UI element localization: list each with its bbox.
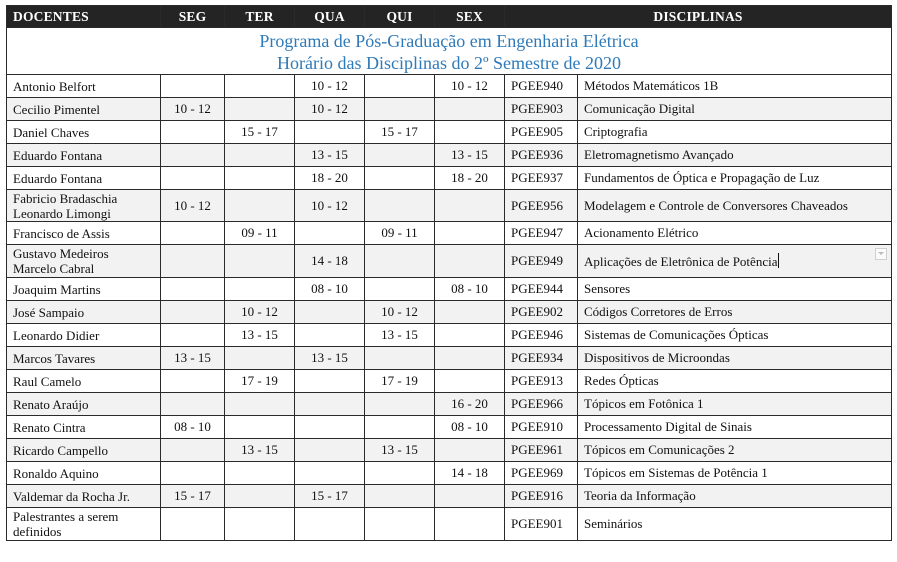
cell-seg[interactable] (161, 370, 225, 393)
cell-docentes[interactable] (7, 485, 161, 508)
disciplina-text: Modelagem e Controle de Conversores Chaveados (584, 197, 848, 213)
cell-disciplina[interactable] (578, 439, 892, 462)
cell-docentes[interactable] (7, 222, 161, 245)
cell-seg[interactable] (161, 508, 225, 541)
cell-disciplina[interactable] (578, 485, 892, 508)
table-row (7, 439, 892, 462)
docente-name: Fabricio Bradaschia (13, 190, 118, 206)
cell-qua[interactable]: 14 - 18 (295, 245, 365, 278)
cell-docentes[interactable] (7, 301, 161, 324)
docente-name: Ricardo Campello (13, 442, 108, 458)
table-row (7, 508, 892, 541)
docente-name: Cecilio Pimentel (13, 101, 101, 117)
cell-ter[interactable]: 10 - 12 (225, 301, 295, 324)
disciplina-text: Sistemas de Comunicações Ópticas (584, 327, 769, 342)
docente-name: Marcos Tavares (13, 350, 96, 366)
cell-docentes[interactable] (7, 416, 161, 439)
cell-docentes[interactable] (7, 121, 161, 144)
header-row (7, 6, 892, 28)
cell-qui[interactable] (365, 416, 435, 439)
cell-qui[interactable] (365, 245, 435, 278)
cell-qui[interactable] (365, 278, 435, 301)
docente-name: Valdemar da Rocha Jr. (13, 488, 130, 504)
docente-name: Eduardo Fontana (13, 170, 103, 186)
cell-sex[interactable] (435, 222, 505, 245)
cell-ter[interactable] (225, 393, 295, 416)
cell-docentes[interactable] (7, 245, 161, 278)
cell-docentes[interactable] (7, 462, 161, 485)
table-title (7, 28, 892, 75)
cell-seg[interactable] (161, 439, 225, 462)
cell-ter[interactable] (225, 278, 295, 301)
cell-ter[interactable] (225, 75, 295, 98)
disciplina-text: Seminários (584, 516, 643, 531)
cell-seg[interactable]: 13 - 15 (161, 347, 225, 370)
docente-name: Renato Araújo (13, 396, 89, 412)
cell-ter[interactable] (225, 508, 295, 541)
cell-seg[interactable]: 10 - 12 (161, 190, 225, 222)
cell-docentes[interactable] (7, 75, 161, 98)
cell-qui[interactable] (365, 98, 435, 121)
cell-disciplina[interactable] (578, 347, 892, 370)
cell-qua[interactable] (295, 508, 365, 541)
cell-qua[interactable] (295, 121, 365, 144)
cell-qua[interactable] (295, 462, 365, 485)
cell-qua[interactable]: 10 - 12 (295, 75, 365, 98)
cell-disciplina[interactable] (578, 393, 892, 416)
cell-qua[interactable] (295, 222, 365, 245)
cell-dropdown-icon[interactable] (875, 248, 887, 260)
cell-docentes[interactable] (7, 144, 161, 167)
cell-qui[interactable] (365, 144, 435, 167)
cell-qua[interactable]: 08 - 10 (295, 278, 365, 301)
cell-qui[interactable] (365, 508, 435, 541)
cell-qui[interactable]: 15 - 17 (365, 121, 435, 144)
cell-docentes[interactable] (7, 278, 161, 301)
cell-seg[interactable] (161, 121, 225, 144)
cell-qui[interactable] (365, 393, 435, 416)
cell-qua[interactable]: 13 - 15 (295, 144, 365, 167)
docente-name: Renato Cintra (13, 419, 86, 435)
header-ter[interactable]: TER (225, 6, 295, 28)
cell-course-code[interactable]: PGEE946 (505, 324, 578, 347)
cell-disciplina[interactable] (578, 75, 892, 98)
disciplina-text: Processamento Digital de Sinais (584, 419, 752, 434)
cell-sex[interactable]: 08 - 10 (435, 416, 505, 439)
cell-docentes[interactable] (7, 393, 161, 416)
docente-name: definidos (13, 524, 62, 539)
table-row (7, 98, 892, 121)
cell-qua[interactable] (295, 439, 365, 462)
table-row (7, 462, 892, 485)
cell-sex[interactable]: 08 - 10 (435, 278, 505, 301)
cell-seg[interactable] (161, 301, 225, 324)
title-line-1: Programa de Pós-Graduação em Engenharia Elétrica (259, 31, 639, 51)
cell-disciplina[interactable] (578, 301, 892, 324)
disciplina-text: Dispositivos de Microondas (584, 350, 730, 365)
disciplina-text: Métodos Matemáticos 1B (584, 78, 719, 93)
cell-course-code[interactable]: PGEE934 (505, 347, 578, 370)
cell-ter[interactable] (225, 144, 295, 167)
table-row (7, 245, 892, 278)
cell-seg[interactable] (161, 167, 225, 190)
cell-course-code[interactable]: PGEE949 (505, 245, 578, 278)
cell-sex[interactable] (435, 508, 505, 541)
cell-qua[interactable] (295, 416, 365, 439)
cell-qui[interactable]: 10 - 12 (365, 301, 435, 324)
disciplina-text: Tópicos em Sistemas de Potência 1 (584, 465, 768, 480)
cell-course-code[interactable]: PGEE940 (505, 75, 578, 98)
cell-docentes[interactable] (7, 190, 161, 222)
cell-course-code[interactable]: PGEE966 (505, 393, 578, 416)
docente-name: Francisco de Assis (13, 225, 110, 241)
cell-ter[interactable] (225, 167, 295, 190)
cell-docentes[interactable] (7, 508, 161, 541)
docente-name: José Sampaio (13, 304, 85, 320)
cell-disciplina[interactable] (578, 278, 892, 301)
cell-qui[interactable] (365, 190, 435, 222)
table-row (7, 485, 892, 508)
cell-course-code[interactable]: PGEE905 (505, 121, 578, 144)
table-row (7, 75, 892, 98)
cell-disciplina[interactable] (578, 416, 892, 439)
header-qui[interactable]: QUI (365, 6, 435, 28)
cell-disciplina[interactable] (578, 144, 892, 167)
cell-ter[interactable]: 15 - 17 (225, 121, 295, 144)
cell-course-code[interactable]: PGEE902 (505, 301, 578, 324)
cell-sex[interactable] (435, 370, 505, 393)
cell-qua[interactable]: 10 - 12 (295, 98, 365, 121)
table-row (7, 222, 892, 245)
cell-qui[interactable]: 09 - 11 (365, 222, 435, 245)
cell-qui[interactable] (365, 485, 435, 508)
cell-docentes[interactable] (7, 324, 161, 347)
cell-qua[interactable] (295, 393, 365, 416)
cell-course-code[interactable]: PGEE916 (505, 485, 578, 508)
cell-course-code[interactable]: PGEE969 (505, 462, 578, 485)
cell-qua[interactable] (295, 324, 365, 347)
cell-course-code[interactable]: PGEE937 (505, 167, 578, 190)
cell-qui[interactable] (365, 462, 435, 485)
docente-name: Antonio Belfort (13, 78, 96, 94)
cell-disciplina[interactable] (578, 190, 892, 222)
cell-ter[interactable] (225, 462, 295, 485)
header-sex[interactable]: SEX (435, 6, 505, 28)
table-row (7, 416, 892, 439)
disciplina-text: Criptografia (584, 124, 648, 139)
docente-name: Palestrantes a serem (13, 509, 119, 524)
docente-name: Raul Camelo (13, 373, 82, 389)
cell-sex[interactable]: 16 - 20 (435, 393, 505, 416)
cell-disciplina[interactable] (578, 98, 892, 121)
table-row (7, 324, 892, 347)
cell-seg[interactable] (161, 144, 225, 167)
cell-qui[interactable] (365, 75, 435, 98)
cell-course-code[interactable]: PGEE936 (505, 144, 578, 167)
header-seg[interactable]: SEG (161, 6, 225, 28)
schedule-sheet (6, 5, 891, 541)
cell-qua[interactable] (295, 370, 365, 393)
cell-docentes[interactable] (7, 98, 161, 121)
cell-ter[interactable] (225, 190, 295, 222)
cell-sex[interactable]: 13 - 15 (435, 144, 505, 167)
cell-course-code[interactable]: PGEE956 (505, 190, 578, 222)
cell-seg[interactable] (161, 75, 225, 98)
cell-qua[interactable]: 15 - 17 (295, 485, 365, 508)
table-row (7, 190, 892, 222)
cell-seg[interactable] (161, 278, 225, 301)
disciplina-text: Fundamentos de Óptica e Propagação de Luz (584, 170, 820, 185)
cell-sex[interactable] (435, 121, 505, 144)
cell-disciplina[interactable] (578, 222, 892, 245)
disciplina-text: Tópicos em Comunicações 2 (584, 442, 735, 457)
docente-name: Ronaldo Aquino (13, 465, 99, 481)
cell-disciplina[interactable] (578, 324, 892, 347)
docente-name: Daniel Chaves (13, 124, 90, 140)
cell-sex[interactable] (435, 485, 505, 508)
table-row (7, 370, 892, 393)
docente-name: Marcelo Cabral (13, 261, 95, 276)
cell-qui[interactable]: 13 - 15 (365, 324, 435, 347)
table-row (7, 301, 892, 324)
docente-name: Leonardo Didier (13, 327, 100, 343)
cell-sex[interactable] (435, 190, 505, 222)
cell-ter[interactable] (225, 416, 295, 439)
cell-ter[interactable] (225, 98, 295, 121)
cell-seg[interactable]: 10 - 12 (161, 98, 225, 121)
cell-ter[interactable] (225, 245, 295, 278)
cell-qui[interactable] (365, 347, 435, 370)
header-disciplinas[interactable]: DISCIPLINAS (505, 6, 892, 28)
cell-seg[interactable] (161, 462, 225, 485)
cell-seg[interactable] (161, 393, 225, 416)
docente-name: Eduardo Fontana (13, 147, 103, 163)
cell-ter[interactable]: 13 - 15 (225, 439, 295, 462)
table-row (7, 278, 892, 301)
disciplina-text: Aplicações de Eletrônica de Potência (584, 253, 778, 269)
cell-course-code[interactable]: PGEE913 (505, 370, 578, 393)
cell-ter[interactable]: 09 - 11 (225, 222, 295, 245)
cell-qua[interactable]: 10 - 12 (295, 190, 365, 222)
cell-disciplina[interactable] (578, 167, 892, 190)
cell-seg[interactable] (161, 222, 225, 245)
cell-seg[interactable]: 15 - 17 (161, 485, 225, 508)
table-row (7, 347, 892, 370)
cell-docentes[interactable] (7, 167, 161, 190)
cell-ter[interactable] (225, 347, 295, 370)
docente-name: Leonardo Limongi (13, 205, 111, 221)
cell-qui[interactable]: 13 - 15 (365, 439, 435, 462)
cell-qua[interactable]: 18 - 20 (295, 167, 365, 190)
cell-course-code[interactable]: PGEE961 (505, 439, 578, 462)
cell-qui[interactable] (365, 167, 435, 190)
disciplina-text: Sensores (584, 281, 631, 296)
disciplina-text: Acionamento Elétrico (584, 225, 699, 240)
table-row (7, 121, 892, 144)
disciplina-text: Eletromagnetismo Avançado (584, 147, 734, 162)
cell-sex[interactable] (435, 245, 505, 278)
cell-sex[interactable]: 14 - 18 (435, 462, 505, 485)
cell-docentes[interactable] (7, 439, 161, 462)
disciplina-text: Tópicos em Fotônica 1 (584, 396, 704, 411)
cell-disciplina[interactable] (578, 462, 892, 485)
text-cursor (778, 253, 779, 268)
cell-course-code[interactable]: PGEE947 (505, 222, 578, 245)
cell-sex[interactable] (435, 439, 505, 462)
cell-seg[interactable] (161, 245, 225, 278)
cell-disciplina[interactable] (578, 121, 892, 144)
cell-docentes[interactable] (7, 347, 161, 370)
cell-sex[interactable] (435, 324, 505, 347)
docente-name: Joaquim Martins (13, 281, 101, 297)
cell-course-code[interactable]: PGEE944 (505, 278, 578, 301)
cell-course-code[interactable]: PGEE910 (505, 416, 578, 439)
cell-qua[interactable] (295, 301, 365, 324)
table-row (7, 393, 892, 416)
disciplina-text: Teoria da Informação (584, 488, 696, 503)
cell-sex[interactable] (435, 98, 505, 121)
header-qua[interactable]: QUA (295, 6, 365, 28)
cell-seg[interactable]: 08 - 10 (161, 416, 225, 439)
schedule-table (6, 5, 892, 541)
table-row (7, 167, 892, 190)
disciplina-text: Redes Ópticas (584, 373, 659, 388)
cell-seg[interactable] (161, 324, 225, 347)
table-row (7, 144, 892, 167)
cell-ter[interactable]: 13 - 15 (225, 324, 295, 347)
disciplina-text: Comunicação Digital (584, 101, 695, 116)
header-docentes[interactable]: DOCENTES (7, 6, 161, 28)
cell-qua[interactable]: 13 - 15 (295, 347, 365, 370)
schedule-rows (7, 75, 892, 541)
title-line-2: Horário das Disciplinas do 2º Semestre de 2020 (277, 53, 622, 73)
cell-course-code[interactable]: PGEE901 (505, 508, 578, 541)
cell-disciplina[interactable] (578, 370, 892, 393)
cell-sex[interactable]: 18 - 20 (435, 167, 505, 190)
cell-qui[interactable]: 17 - 19 (365, 370, 435, 393)
cell-course-code[interactable]: PGEE903 (505, 98, 578, 121)
disciplina-text: Códigos Corretores de Erros (584, 304, 733, 319)
cell-ter[interactable] (225, 485, 295, 508)
cell-sex[interactable] (435, 301, 505, 324)
cell-ter[interactable]: 17 - 19 (225, 370, 295, 393)
cell-disciplina[interactable] (578, 508, 892, 541)
docente-name: Gustavo Medeiros (13, 246, 109, 261)
cell-disciplina[interactable] (578, 245, 892, 278)
cell-sex[interactable]: 10 - 12 (435, 75, 505, 98)
cell-sex[interactable] (435, 347, 505, 370)
cell-docentes[interactable] (7, 370, 161, 393)
